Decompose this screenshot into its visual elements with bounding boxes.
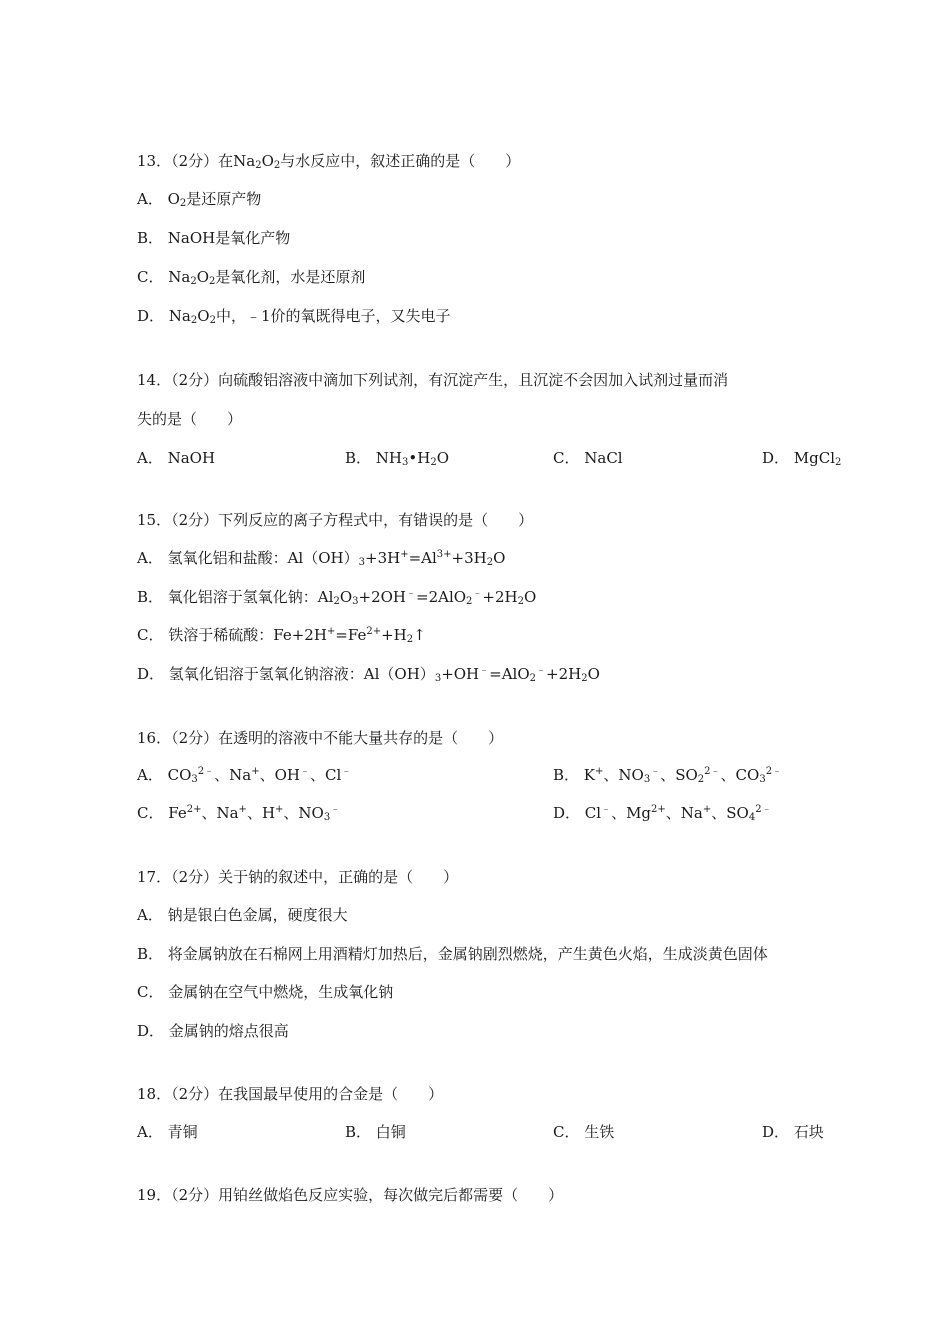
- q16-option-c: C． $Fe^{2+}$、Na+、H+、$NO_3^﹣$: [137, 804, 341, 823]
- q13-option-b: B． NaOH是氧化产物: [137, 229, 291, 247]
- q15-option-d: D． 氢氧化铝溶于氢氧化钠溶液：$Al(OH)_3+OH^﹣=AlO_2^﹣+2H_2O$: [137, 665, 600, 684]
- q15-option-b: B． 氧化铝溶于氢氧化钠：$Al_2O_3+2OH^﹣=2AlO_2^﹣+2H_2O$: [137, 588, 537, 607]
- q14-option-a: A． NaOH: [137, 449, 216, 467]
- q13-option-c: C． $Na_2O_2$是氧化剂，水是还原剂: [137, 268, 366, 287]
- q14-stem-line1: 14．（2分）向硫酸铝溶液中滴加下列试剂，有沉淀产生，且沉淀不会因加入试剂过量而消: [137, 371, 729, 389]
- q15-stem: 15．（2分）下列反应的离子方程式中，有错误的是（ ）: [137, 511, 534, 529]
- q14-option-b: B． $NH_3•H_2O$: [345, 449, 449, 468]
- q18-option-c: C． 生铁: [553, 1123, 615, 1141]
- q14-option-c: C． NaCl: [553, 449, 623, 467]
- q18-option-b: B． 白铜: [345, 1123, 406, 1141]
- q16-stem: 16．（2分）在透明的溶液中不能大量共存的是（ ）: [137, 729, 504, 747]
- q13-option-a: A． $O_2$是还原产物: [137, 190, 262, 209]
- q19-stem: 19．（2分）用铂丝做焰色反应实验，每次做完后都需要（ ）: [137, 1186, 564, 1204]
- q17-option-b: B． 将金属钠放在石棉网上用酒精灯加热后，金属钠剧烈燃烧，产生黄色火焰，生成淡黄色固体: [137, 945, 768, 963]
- q17-stem: 17．（2分）关于钠的叙述中，正确的是（ ）: [137, 868, 459, 886]
- q13-stem: 13．（2分）在$Na_2O_2$与水反应中，叙述正确的是（ ）: [137, 152, 521, 171]
- q14-option-d: D． MgCl$_2$: [762, 449, 842, 468]
- q16-option-b: B． K+、$NO_3^﹣$、$SO_2^{2﹣}$、$CO_3^{2﹣}$: [553, 766, 783, 785]
- q18-option-a: A． 青铜: [137, 1123, 198, 1141]
- q16-option-d: D． Cl﹣、$Mg^{2+}$、Na+、$SO_4^{2﹣}$: [553, 804, 772, 823]
- q17-option-c: C． 金属钠在空气中燃烧，生成氧化钠: [137, 983, 394, 1001]
- q16-option-a: A． $CO_3^{2﹣}$、Na+、OH﹣、Cl﹣: [137, 766, 352, 785]
- q14-stem-line2: 失的是（ ）: [137, 410, 243, 428]
- q17-option-a: A． 钠是银白色金属，硬度很大: [137, 906, 348, 924]
- q17-option-d: D． 金属钠的熔点很高: [137, 1022, 289, 1040]
- q15-option-a: A． 氢氧化铝和盐酸：$Al(OH)_3+3H^+=Al^{3+}+3H_2O$: [137, 549, 506, 568]
- q13-option-d: D． $Na_2O_2$中，﹣1价的氧既得电子，又失电子: [137, 307, 451, 326]
- q18-option-d: D． 石块: [762, 1123, 824, 1141]
- q15-option-c: C． 铁溶于稀硫酸：$Fe+2H^+=Fe^{2+}+H_2↑$: [137, 626, 426, 645]
- q18-stem: 18．（2分）在我国最早使用的合金是（ ）: [137, 1085, 444, 1103]
